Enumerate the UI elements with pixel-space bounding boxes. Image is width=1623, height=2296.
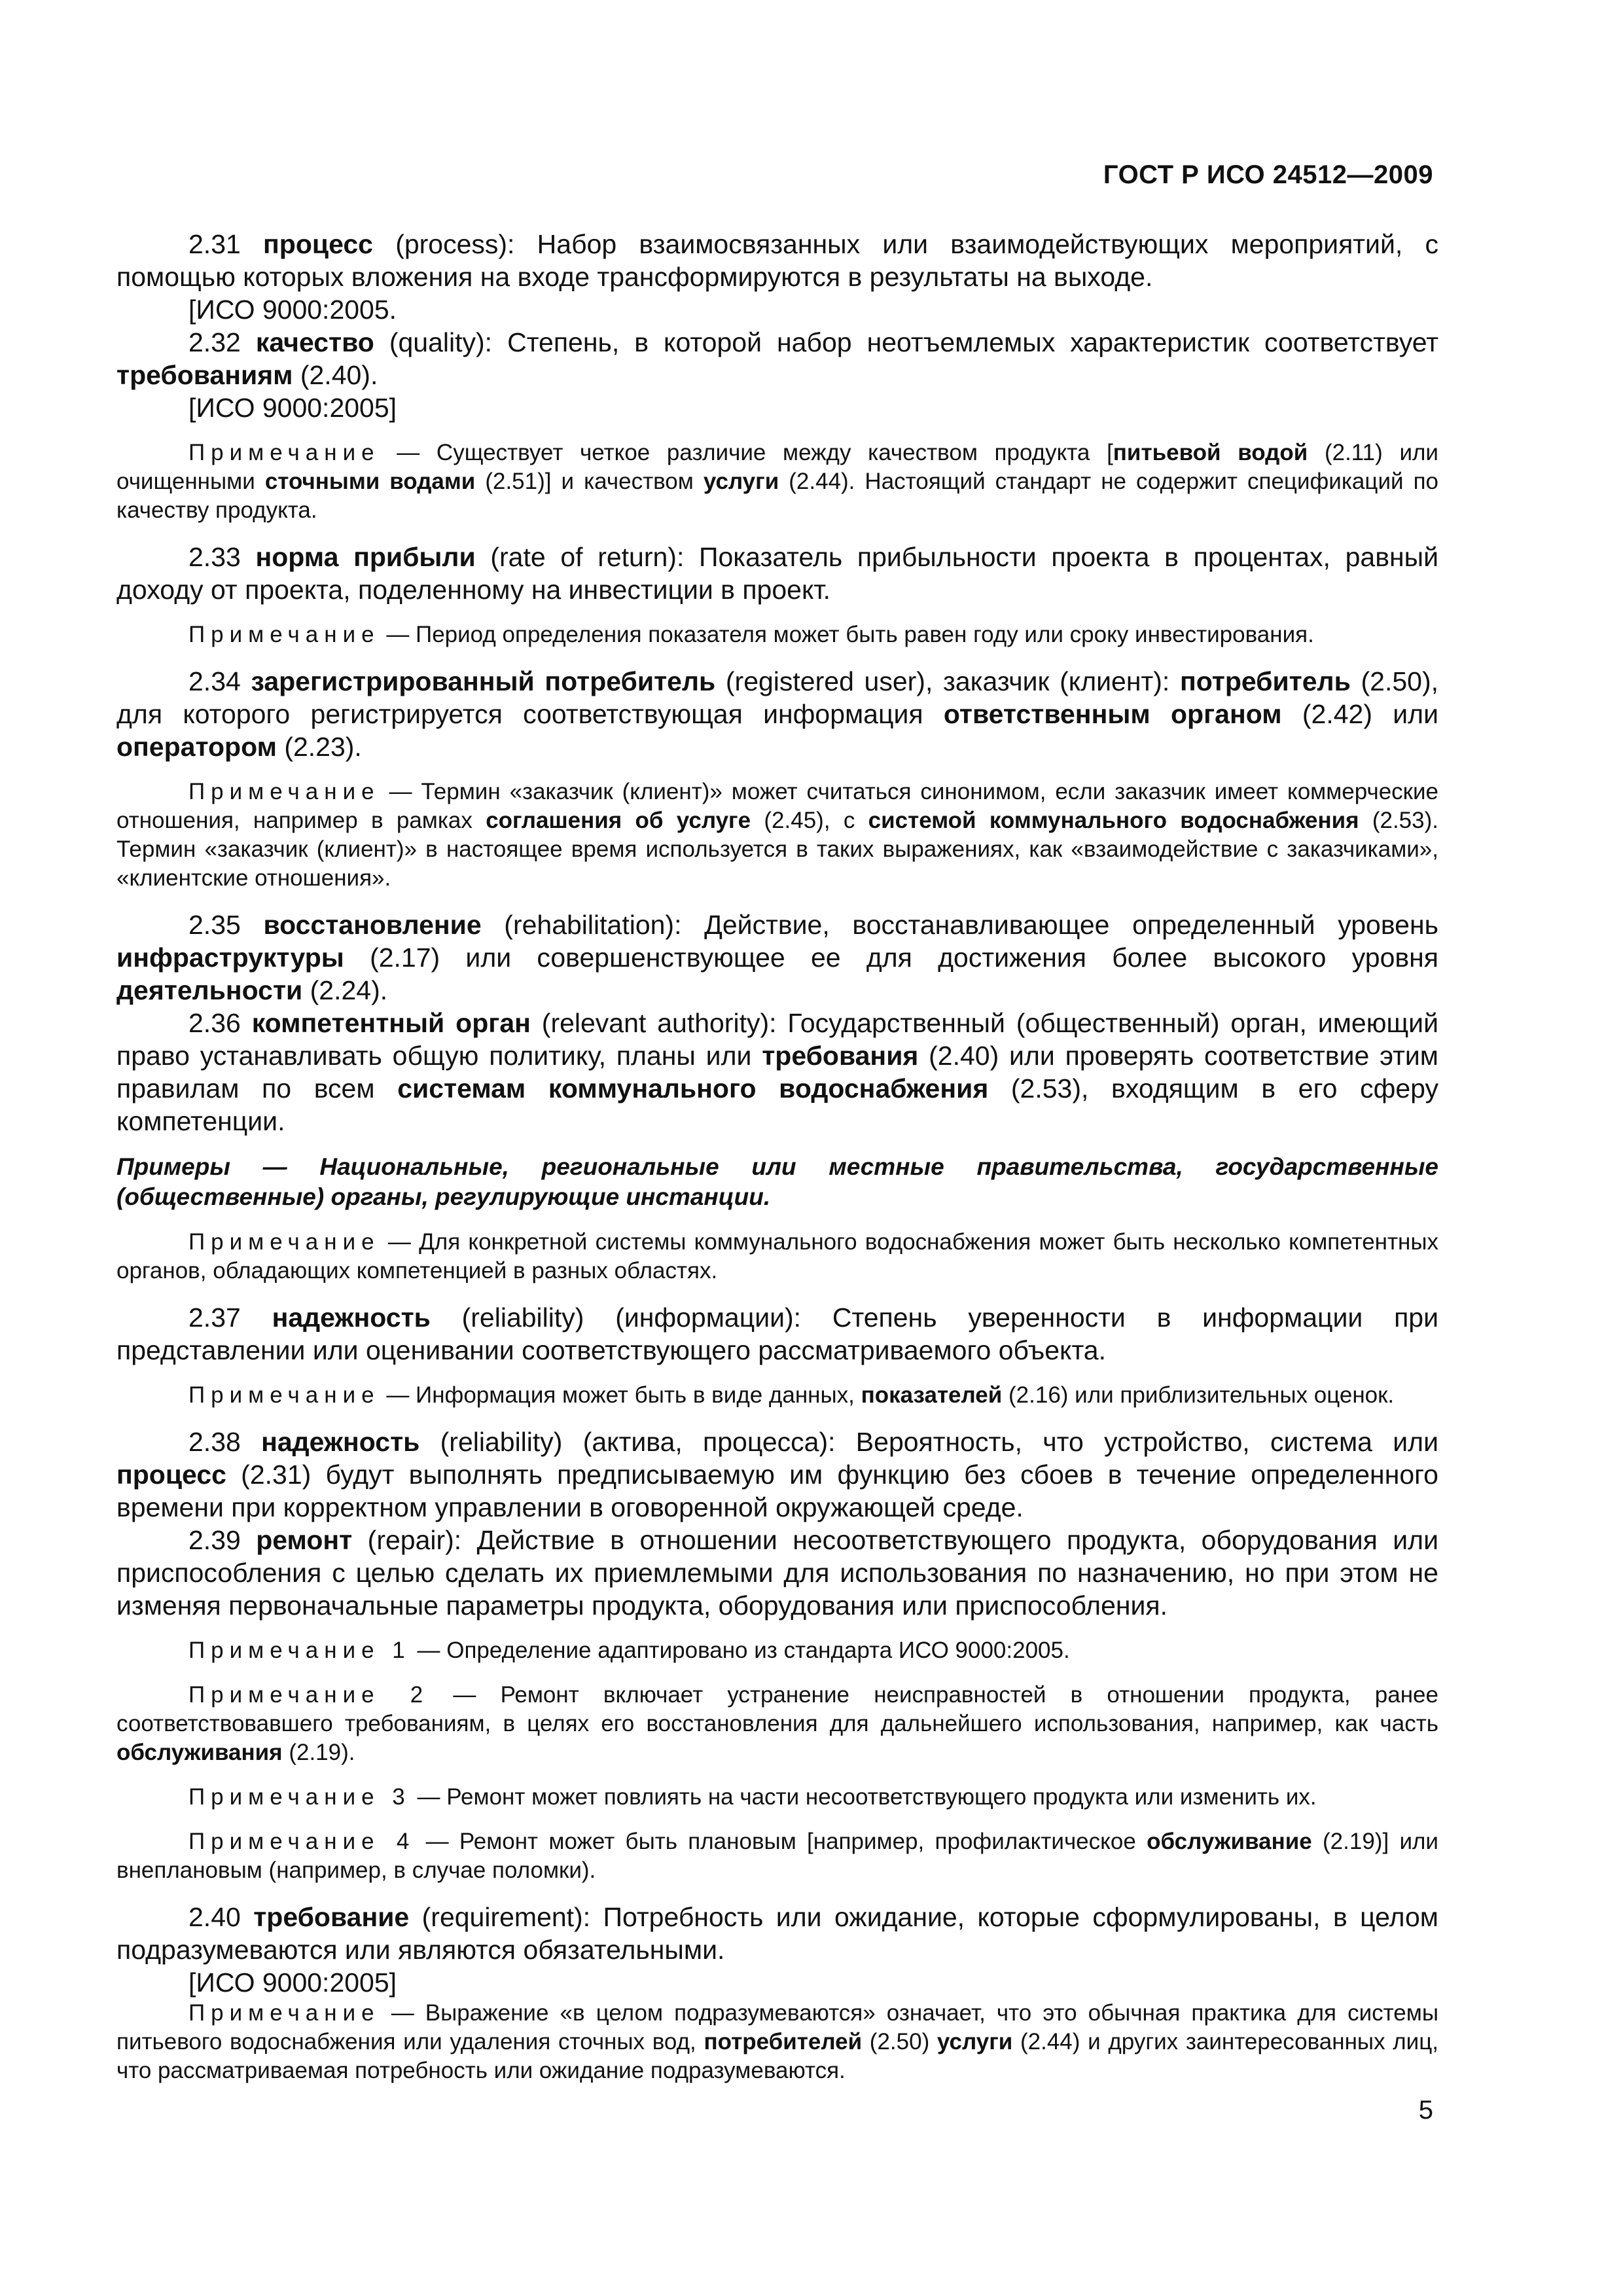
note-label: Примечание xyxy=(188,2000,380,2026)
term-definition: (2.24). xyxy=(302,975,388,1005)
cross-reference: соглашения об услуге xyxy=(486,808,751,833)
note-label: Примечание xyxy=(188,1382,380,1408)
cross-reference: процесс xyxy=(116,1460,226,1490)
term-name: восстановление xyxy=(263,910,482,940)
note-2-37 xyxy=(116,1381,1438,1410)
note-text: — Термин «заказчик (клиент)» может считаться синонимом, если заказчик имеет коммерческие отношения, например в рамках xyxy=(116,779,1438,833)
note-2-39-3 xyxy=(116,1783,1438,1812)
term-name: норма прибыли xyxy=(255,542,476,572)
term-number: 2.33 xyxy=(188,542,256,572)
cross-reference: обслуживание xyxy=(1147,1829,1312,1854)
term-name: ремонт xyxy=(256,1525,353,1555)
cross-reference: системам коммунального водоснабжения xyxy=(397,1073,989,1103)
note-text: (2.53). Термин «заказчик (клиент)» в настоящее время используется в таких выражениях, как «взаимодействие с заказчиками», «клиентские отношения». xyxy=(116,808,1438,891)
note-2-39-4 xyxy=(116,1827,1438,1885)
note-text: (2.45), с xyxy=(751,808,868,833)
term-number: 2.40 xyxy=(188,1902,254,1932)
note-label: Примечание xyxy=(188,622,380,647)
reference-2-31: [ИСО 9000:2005. xyxy=(188,295,397,325)
term-name: компетентный орган xyxy=(251,1008,531,1038)
reference-2-40: [ИСО 9000:2005] xyxy=(188,1967,397,1998)
cross-reference: инфраструктуры xyxy=(116,942,344,973)
note-2-33 xyxy=(116,620,1438,649)
term-definition: (2.40) или проверять соответствие этим правилам по всем xyxy=(116,1041,1438,1103)
term-definition: (2.50), для которого регистрируется соответствующая информация xyxy=(116,666,1438,729)
note-text: (2.11) или очищенными xyxy=(116,440,1438,494)
term-definition: (reliability) (информации): Степень уверенности в информации при представлении или оценивании соответствующего рассматриваемого объекта. xyxy=(116,1302,1438,1365)
term-definition: (2.23). xyxy=(276,732,362,762)
term-definition: (reliability) (актива, процесса): Вероятность, что устройство, система или xyxy=(419,1427,1438,1457)
term-definition: (2.17) или совершенствующее ее для достижения более высокого уровня xyxy=(344,942,1438,973)
term-definition: (registered user), заказчик (клиент): xyxy=(715,666,1180,696)
note-label: Примечание 4 xyxy=(188,1829,416,1854)
note-text: — Для конкретной системы коммунального водоснабжения может быть несколько компетентных органов, обладающих компетенцией в разных областях. xyxy=(116,1229,1438,1283)
term-definition: (2.40). xyxy=(293,360,378,390)
note-text: — Ремонт может повлиять на части несоответствующего продукта или изменить их. xyxy=(410,1784,1317,1810)
document-body xyxy=(116,228,1438,2085)
note-2-39-1 xyxy=(116,1636,1438,1665)
term-entry-2-39 xyxy=(116,1524,1438,1622)
cross-reference: системой коммунального водоснабжения xyxy=(868,808,1359,833)
term-definition: (2.53), входящим в его сферу компетенции. xyxy=(116,1073,1438,1136)
cross-reference: сточными водами xyxy=(264,469,476,494)
term-entry-2-36 xyxy=(116,1007,1438,1138)
cross-reference: потребителей xyxy=(704,2029,863,2054)
reference-2-32: [ИСО 9000:2005] xyxy=(188,393,397,423)
term-entry-2-37 xyxy=(116,1301,1438,1367)
term-number: 2.31 xyxy=(188,229,264,259)
note-text: (2.44) и других заинтересованных лиц, что рассматриваемая потребность или ожидание подразумеваются. xyxy=(116,2029,1439,2083)
term-number: 2.35 xyxy=(188,910,264,940)
term-name: процесс xyxy=(263,229,373,259)
term-definition: (2.42) или xyxy=(1281,699,1439,729)
page-number: 5 xyxy=(1418,2096,1433,2125)
note-text: (2.16) или приблизительных оценок. xyxy=(1002,1382,1395,1408)
note-label: Примечание xyxy=(188,1229,380,1255)
cross-reference: оператором xyxy=(116,732,277,762)
note-text: (2.44). Настоящий стандарт не содержит спецификаций по качеству продукта. xyxy=(116,469,1438,523)
term-definition: (2.31) будут выполнять предписываемую им функцию без сбоев в течение определенного времени при корректном управлении в оговоренной окружающей среде. xyxy=(116,1460,1438,1522)
note-text: — Ремонт может быть плановым [например, профилактическое xyxy=(415,1829,1147,1854)
term-name: надежность xyxy=(261,1427,420,1457)
term-definition: (rate of return): Показатель прибыльности проекта в процентах, равный доходу от проекта, поделенному на инвестиции в проект. xyxy=(116,542,1438,605)
note-label: Примечание xyxy=(188,779,380,804)
note-2-32 xyxy=(116,439,1438,525)
term-number: 2.38 xyxy=(188,1427,262,1457)
note-text: — Определение адаптировано из стандарта ИСО 9000:2005. xyxy=(410,1638,1070,1663)
cross-reference: услуги xyxy=(936,2029,1013,2054)
term-entry-2-34 xyxy=(116,665,1438,763)
note-text: (2.19). xyxy=(282,1740,355,1765)
term-name: требование xyxy=(253,1902,410,1932)
example-2-36: Примеры — Национальные, региональные или местные правительства, государственные (общественные) органы, регулирующие инстанции. xyxy=(116,1153,1438,1210)
term-name: качество xyxy=(255,327,374,357)
term-definition: (rehabilitation): Действие, восстанавливающее определенный уровень xyxy=(481,910,1438,940)
note-text: — Ремонт включает устранение неисправностей в отношении продукта, ранее соответствовавшего требованиям, в целях его восстановления для дальнейшего использования, например, как часть xyxy=(116,1682,1438,1736)
cross-reference: услуги xyxy=(703,469,779,494)
note-label: Примечание 1 xyxy=(188,1638,411,1663)
term-entry-2-38 xyxy=(116,1426,1438,1524)
cross-reference: требования xyxy=(762,1041,919,1071)
note-text: — Период определения показателя может быть равен году или сроку инвестирования. xyxy=(380,622,1314,647)
note-label: Примечание 2 xyxy=(188,1682,429,1708)
term-entry-2-40 xyxy=(116,1901,1438,1966)
term-entry-2-32 xyxy=(116,326,1438,391)
term-definition: (requirement): Потребность или ожидание, которые сформулированы, в целом подразумеваются или являются обязательными. xyxy=(116,1902,1438,1965)
term-definition: (process): Набор взаимосвязанных или взаимодействующих мероприятий, с помощью которых вложения на входе трансформируются в результаты на выходе. xyxy=(116,229,1438,292)
note-2-36 xyxy=(116,1228,1438,1285)
note-2-40 xyxy=(116,1999,1438,2085)
term-name: надежность xyxy=(272,1302,431,1333)
term-number: 2.37 xyxy=(188,1302,272,1333)
term-number: 2.39 xyxy=(188,1525,257,1555)
cross-reference: деятельности xyxy=(116,975,303,1005)
cross-reference: ответственным органом xyxy=(943,699,1282,729)
term-number: 2.32 xyxy=(188,327,256,357)
term-entry-2-35 xyxy=(116,908,1438,1007)
standard-header: ГОСТ Р ИСО 24512—2009 xyxy=(1103,160,1433,189)
term-entry-2-31 xyxy=(116,228,1438,293)
note-text: (2.19)] или внеплановым (например, в случае поломки). xyxy=(116,1829,1438,1883)
cross-reference: требованиям xyxy=(116,360,293,390)
note-text: (2.50) xyxy=(862,2029,937,2054)
cross-reference: потребитель xyxy=(1179,666,1351,696)
term-definition: (repair): Действие в отношении несоответствующего продукта, оборудования или приспособления с целью сделать их приемлемыми для использования по назначению, но при этом не изменяя первоначальные параметры продукта, оборудования или приспособления. xyxy=(116,1525,1438,1621)
note-text: — Информация может быть в виде данных, xyxy=(380,1382,861,1408)
term-definition: (relevant authority): Государственный (общественный) орган, имеющий право устанавливать общую политику, планы или xyxy=(116,1008,1438,1071)
term-number: 2.36 xyxy=(188,1008,252,1038)
cross-reference: показателей xyxy=(861,1382,1003,1408)
note-text: (2.51)] и качеством xyxy=(475,469,704,494)
term-definition: (quality): Степень, в которой набор неотъемлемых характеристик соответствует xyxy=(374,327,1438,357)
note-2-34 xyxy=(116,778,1438,893)
note-2-39-2 xyxy=(116,1681,1438,1767)
note-text: — Существует четкое различие между качеством продукта [ xyxy=(380,440,1113,465)
term-number: 2.34 xyxy=(188,666,251,696)
note-text: — Выражение «в целом подразумеваются» означает, что это обычная практика для системы питьевого водоснабжения или удаления сточных вод, xyxy=(116,2000,1438,2054)
term-entry-2-33 xyxy=(116,541,1438,606)
term-name: зарегистрированный потребитель xyxy=(251,666,716,696)
note-label: Примечание xyxy=(188,440,380,465)
note-label: Примечание 3 xyxy=(188,1784,411,1810)
cross-reference: обслуживания xyxy=(116,1740,283,1765)
cross-reference: питьевой водой xyxy=(1113,440,1308,465)
